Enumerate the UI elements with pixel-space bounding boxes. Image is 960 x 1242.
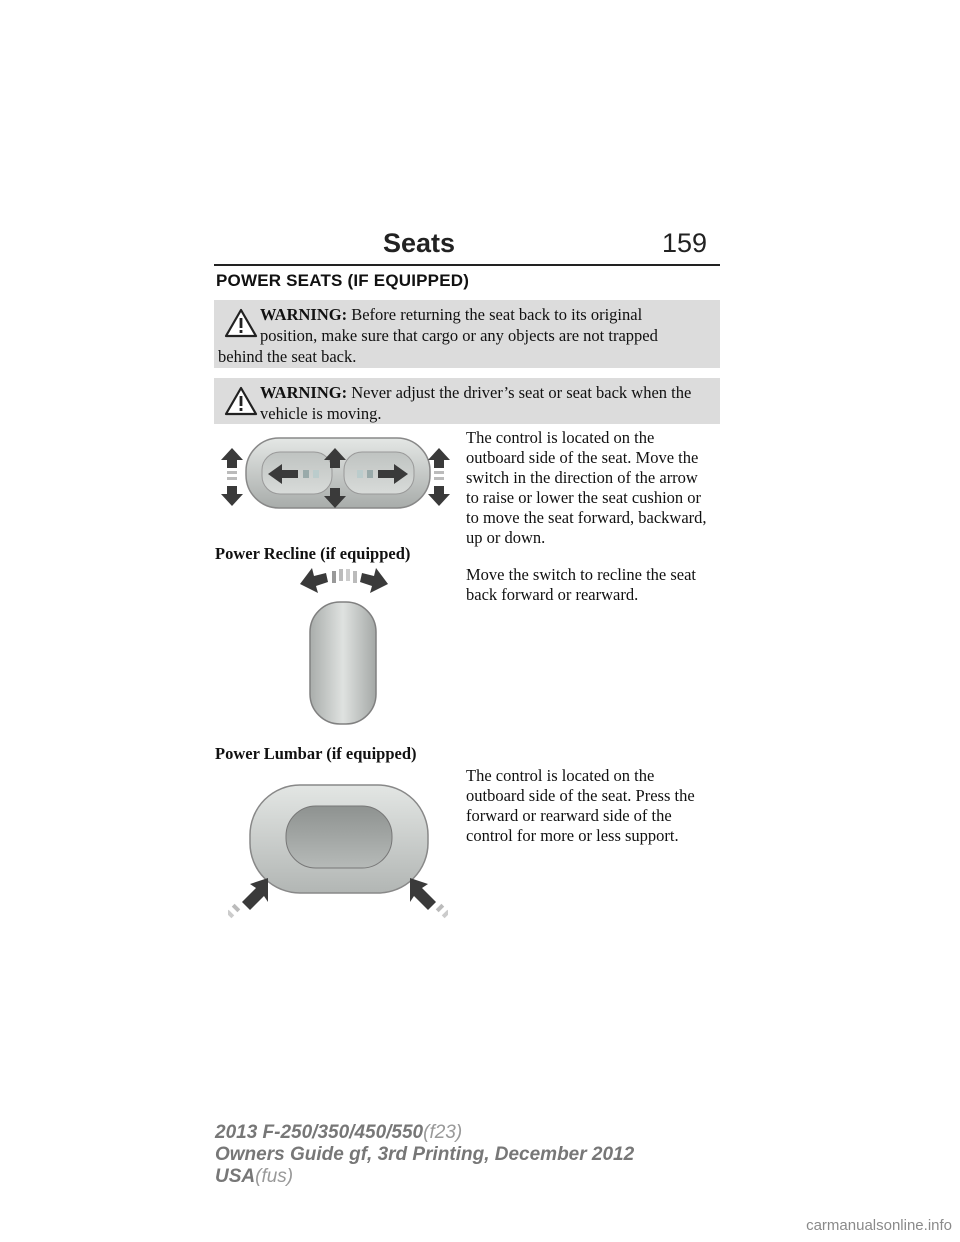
- warning-text: vehicle is moving.: [260, 404, 382, 423]
- warning-box-2: [214, 378, 720, 424]
- footer: [215, 1122, 634, 1188]
- power-seat-switch-illustration: [218, 434, 458, 514]
- power-recline-heading: Power Recline (if equipped): [215, 544, 411, 563]
- warning-text: position, make sure that cargo or any objects are not trapped: [260, 326, 658, 345]
- warning-triangle-icon: [224, 386, 258, 416]
- warning-text: behind the seat back.: [218, 347, 357, 366]
- watermark: carmanualsonline.info: [806, 1217, 952, 1234]
- warning-text: Before returning the seat back to its original: [351, 305, 643, 324]
- header-rule: [214, 264, 720, 266]
- power-recline-switch-illustration: [296, 562, 396, 728]
- footer-model-code: (f23): [423, 1122, 463, 1143]
- power-lumbar-heading: Power Lumbar (if equipped): [215, 744, 417, 763]
- warning-label: WARNING:: [260, 305, 348, 324]
- footer-market-code: (fus): [255, 1166, 294, 1187]
- page-section-title: Seats: [383, 228, 456, 258]
- power-seat-description: The control is located on the outboard side of the seat. Move the switch in the direction of the arrow to raise or lower the seat cushion or to move the seat forward, backward, up or down.: [466, 428, 707, 547]
- section-heading: POWER SEATS (IF EQUIPPED): [216, 271, 470, 290]
- power-recline-description: Move the switch to recline the seat back forward or rearward.: [466, 565, 697, 604]
- footer-guide: Owners Guide gf, 3rd Printing, December 2012: [215, 1144, 635, 1165]
- page-number: 159: [662, 228, 708, 258]
- power-lumbar-description: The control is located on the outboard side of the seat. Press the forward or rearward side of the control for more or less support.: [466, 766, 695, 845]
- warning-triangle-icon: [224, 308, 258, 338]
- footer-market: USA: [215, 1166, 256, 1187]
- footer-model: 2013 F-250/350/450/550: [215, 1122, 424, 1143]
- warning-box-1: [214, 300, 720, 368]
- power-lumbar-switch-illustration: [228, 780, 448, 920]
- warning-label: WARNING:: [260, 383, 348, 402]
- warning-text: Never adjust the driver’s seat or seat back when the: [351, 383, 692, 402]
